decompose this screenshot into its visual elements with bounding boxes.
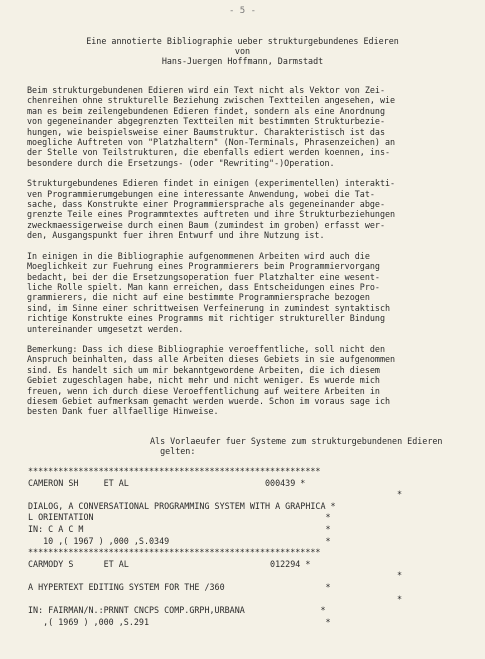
text-line: Beim strukturgebundenen Edieren wird ein Text nicht als Vektor von Zei-	[27, 85, 385, 95]
text-line: gelten:	[160, 446, 196, 457]
text-line: Als Vorlaeufer fuer Systeme zum strukturgebundenen Edieren	[150, 436, 443, 446]
paragraph-2	[27, 178, 473, 240]
text-line: zweckmaessigerweise durch einen Baum (zumindest im groben) erfasst wer-	[27, 219, 385, 230]
text-line: besten Dank fuer allfaellige Hinweise.	[27, 406, 219, 417]
paragraph-4	[27, 344, 473, 417]
text-line: besondere durch die Ersetzungs- (oder "Rewriting"-)Operation.	[27, 157, 335, 168]
entry-blank-line: *	[396, 489, 402, 500]
text-line: grenzte Teile eines Programmtextes auftreten und ihre Strukturbeziehungen	[27, 209, 396, 220]
entry-blank-line: *	[396, 570, 402, 581]
text-line: Strukturgebundenes Edieren findet in einigen (experimentellen) interakti-	[27, 178, 396, 189]
entry-header: CARMODY S ET AL 012294 *	[28, 558, 311, 569]
text-line: richtige Konstrukte eines Programms mit richtiger struktureller Bindung	[27, 313, 385, 324]
text-line: freuen, wenn ich durch diese Veroeffentlichung auf weitere Arbeiten in	[27, 385, 380, 396]
text-line: In einigen in die Bibliographie aufgenommenen Arbeiten wird auch die	[27, 250, 370, 261]
asterisk-divider: **********************************************************	[28, 466, 321, 476]
entry-source-line: IN: C A C M *	[28, 523, 331, 534]
listing-intro	[150, 436, 442, 457]
text-line: hungen, wie beispielsweise einer Baumstruktur. Charakteristisch ist das	[27, 126, 385, 137]
text-line: moegliche Auftreten von "Platzhaltern" (Non-Terminals, Phrasenzeichen) an	[27, 137, 396, 148]
paragraph-3	[27, 251, 473, 334]
text-line: ven Programmierumgebungen eine interessante Anwendung, wobei die Tat-	[27, 188, 375, 199]
text-line: sind. Es handelt sich um mir bekanntgewordene Arbeiten, die ich diesem	[27, 364, 380, 375]
text-line: sind, im Sinne einer schrittweisen Verfeinerung in zumindest syntaktisch	[27, 302, 391, 313]
text-line: grammierers, die nicht auf eine bestimmte Programmiersprache bezogen	[27, 292, 370, 303]
entry-blank-line: *	[396, 593, 402, 604]
title-line: Eine annotierte Bibliographie ueber strukturgebundenes Edieren	[86, 36, 399, 46]
text-line: von gegeneinander abgegrenzten Textteilen mit bestimmten Strukturbezie-	[27, 116, 385, 127]
text-line: Moeglichkeit zur Fuehrung eines Programmierers beim Programmiervorgang	[27, 261, 380, 272]
text-line: den, Ausgangspunkt fuer ihren Entwurf und ihre Nutzung ist.	[27, 230, 325, 241]
text-line: man es beim zeilengebundenen Edieren findet, sondern als eine Anordnung	[27, 105, 385, 116]
text-line: diesem Gebiet aufmerksam gemacht werden wuerde. Schon im voraus sage ich	[27, 395, 391, 406]
text-line: der Stelle von Teilstrukturen, die ebenfalls ediert werden koennen, ins-	[27, 147, 391, 158]
author-line: Hans-Juergen Hoffmann, Darmstadt	[161, 56, 324, 66]
entry-title-line: DIALOG, A CONVERSATIONAL PROGRAMMING SYSTEM WITH A GRAPHICA *	[28, 500, 336, 511]
body-text	[27, 85, 473, 427]
text-line: liche Rolle spielt. Man kann erreichen, dass Entscheidungen eines Pro-	[27, 281, 380, 292]
bibliography-listing	[28, 466, 468, 628]
entry-source-line: 10 ,( 1967 ) ,000 ,S.0349 *	[28, 535, 331, 546]
entry-title-line: L ORIENTATION *	[28, 512, 331, 523]
text-line: Bemerkung: Dass ich diese Bibliographie veroeffentliche, soll nicht den	[27, 343, 385, 354]
paragraph-1	[27, 85, 473, 168]
document-title	[0, 36, 485, 66]
entry-title-line: A HYPERTEXT EDITING SYSTEM FOR THE /360 *	[28, 581, 331, 592]
entry-source-line: ,( 1969 ) ,000 ,S.291 *	[28, 616, 331, 627]
text-line: Anspruch beinhalten, dass alle Arbeiten dieses Gebiets in sie aufgenommen	[27, 354, 396, 365]
text-line: sache, dass Konstrukte einer Programmiersprache als gegeneinander abge-	[27, 199, 385, 210]
page-number: - 5 -	[228, 6, 257, 16]
asterisk-divider: **********************************************************	[28, 547, 321, 558]
text-line: chenreihen ohne strukturelle Beziehung zwischen Textteilen angesehen, wie	[27, 95, 396, 106]
text-line: Gebiet zugeschlagen habe, nicht mehr und nicht weniger. Es wuerde mich	[27, 375, 380, 386]
entry-header: CAMERON SH ET AL 000439 *	[28, 477, 306, 488]
entry-source-line: IN: FAIRMAN/N.:PRNNT CNCPS COMP.GRPH,URBANA *	[28, 605, 326, 616]
text-line: bedacht, bei der die Ersetzungsoperation fuer Platzhalter eine wesent-	[27, 271, 380, 282]
title-line: von	[234, 46, 251, 56]
text-line: untereinander umgesetzt werden.	[27, 323, 184, 334]
